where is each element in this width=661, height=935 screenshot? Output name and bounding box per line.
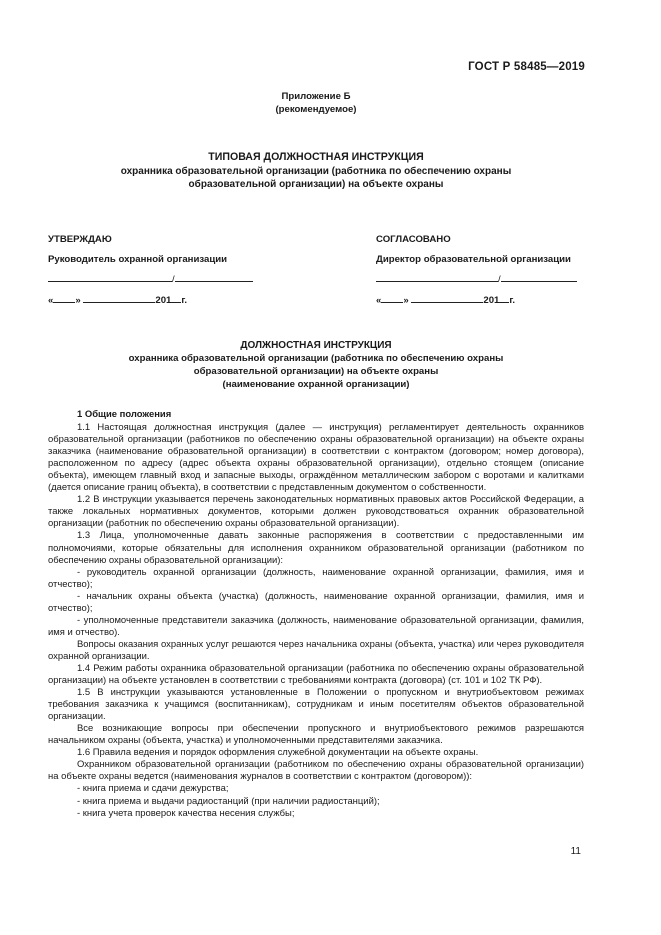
instruction-title-line1: ДОЛЖНОСТНАЯ ИНСТРУКЦИЯ: [240, 340, 392, 351]
agree-date-line: « » 201 г.: [376, 292, 515, 306]
list-item: - уполномоченные представители заказчика (должность, наименование образовательной организации, фамилия, имя и отчество).: [48, 614, 584, 638]
main-title-line3: образовательной организации) на объекте охраны: [188, 179, 444, 190]
page-number: 11: [570, 846, 581, 857]
instruction-title-line3: образовательной организации) на объекте охраны: [193, 366, 439, 377]
list-item: - книга приема и выдачи радиостанций (при наличии радиостанций);: [77, 795, 380, 807]
standard-number: ГОСТ Р 58485—2019: [468, 61, 585, 73]
paragraph-1-1: 1.1 Настоящая должностная инструкция (далее — инструкция) регламентирует деятельность охранников образовательной организации (работников по обеспечению охраны образовательной организации) на объекте охраны заказчика (наименование образовательной организации) в соответствии с контрактом (договором; номер договора), расположенном по адресу (адрес объекта охраны образовательной организации), отдельно стоящем (описание объекта), имеющем главный вход и запасные выходы, ограждённом металлическим забором с воротами и калитками (дается описание границ объекта), в соответствии с представленным документом о собственности.: [48, 422, 584, 494]
approve-signature-line: /: [48, 271, 253, 285]
instruction-title-line4: (наименование охранной организации): [222, 379, 410, 390]
paragraph-issues: Все возникающие вопросы при обеспечении пропускного и внутриобъектового режимов разрешаются начальником охраны (объекта, участка) и уполномоченными представителями заказчика.: [48, 723, 584, 747]
list-item: - книга приема и сдачи дежурства;: [77, 783, 229, 795]
list-item: - начальник охраны объекта (участка) (должность, наименование охранной организации, фамилия, имя и отчество);: [48, 590, 584, 614]
approve-date-line: « » 201 г.: [48, 292, 187, 306]
approve-position: Руководитель охранной организации: [48, 254, 228, 265]
paragraph-1-6: 1.6 Правила ведения и порядок оформления служебной документации на объекте охраны.: [77, 747, 479, 759]
paragraph-services: Вопросы оказания охранных услуг решаются через начальника охраны (объекта, участка) или через руководителя охранной организации.: [48, 638, 584, 662]
paragraph-1-5: 1.5 В инструкции указываются установленные в Положении о пропускном и внутриобъектовом режимах требования заказчика к учащимся (воспитанникам), сотрудникам и иным посетителям объектов образовательной организации.: [48, 687, 584, 723]
appendix-note: (рекомендуемое): [275, 104, 357, 115]
instruction-title: [48, 339, 584, 391]
instruction-title-line2: охранника образовательной организации (работника по обеспечению охраны: [128, 353, 504, 364]
paragraph-1-3: 1.3 Лица, уполномоченные давать законные распоряжения в соответствии с предоставленными им полномочиями, которые обязательны для исполнения охранником образовательной организации (работником по обеспечению охраны образовательной организации):: [48, 530, 584, 566]
main-title-line1: ТИПОВАЯ ДОЛЖНОСТНАЯ ИНСТРУКЦИЯ: [208, 151, 424, 163]
main-title: [48, 151, 584, 192]
paragraph-1-4: 1.4 Режим работы охранника образовательной организации (работника по обеспечению охраны образовательной организации) на объекте установлен в соответствии с требованиями контракта (договора) (ст. 101 и 102 ТК РФ).: [48, 662, 584, 687]
agree-heading: СОГЛАСОВАНО: [376, 234, 451, 245]
list-item: - книга учета проверок качества несения службы;: [77, 807, 295, 819]
agree-signature-line: /: [376, 271, 577, 285]
main-title-line2: охранника образовательной организации (работника по обеспечению охраны: [120, 165, 512, 177]
paragraph-1-2: 1.2 В инструкции указывается перечень законодательных нормативных правовых актов Российской Федерации, а также локальных нормативных документов, которыми должен руководствоваться охранник образовательной организации (работник по обеспечению охраны образовательной организации).: [48, 494, 584, 530]
document-body: [48, 409, 584, 820]
approve-heading: УТВЕРЖДАЮ: [48, 234, 112, 245]
agree-position: Директор образовательной организации: [376, 254, 571, 265]
appendix-heading: [48, 90, 584, 116]
list-item: - руководитель охранной организации (должность, наименование охранной организации, фамилия, имя и отчество);: [48, 566, 584, 590]
section-heading: 1 Общие положения: [77, 409, 172, 420]
paragraph-journals: Охранником образовательной организации (работником по обеспечению охраны образовательной организации) на объекте охраны ведется (наименования журналов в соответствии с контрактом (договором)):: [48, 759, 584, 783]
appendix-name: Приложение Б: [281, 91, 351, 102]
